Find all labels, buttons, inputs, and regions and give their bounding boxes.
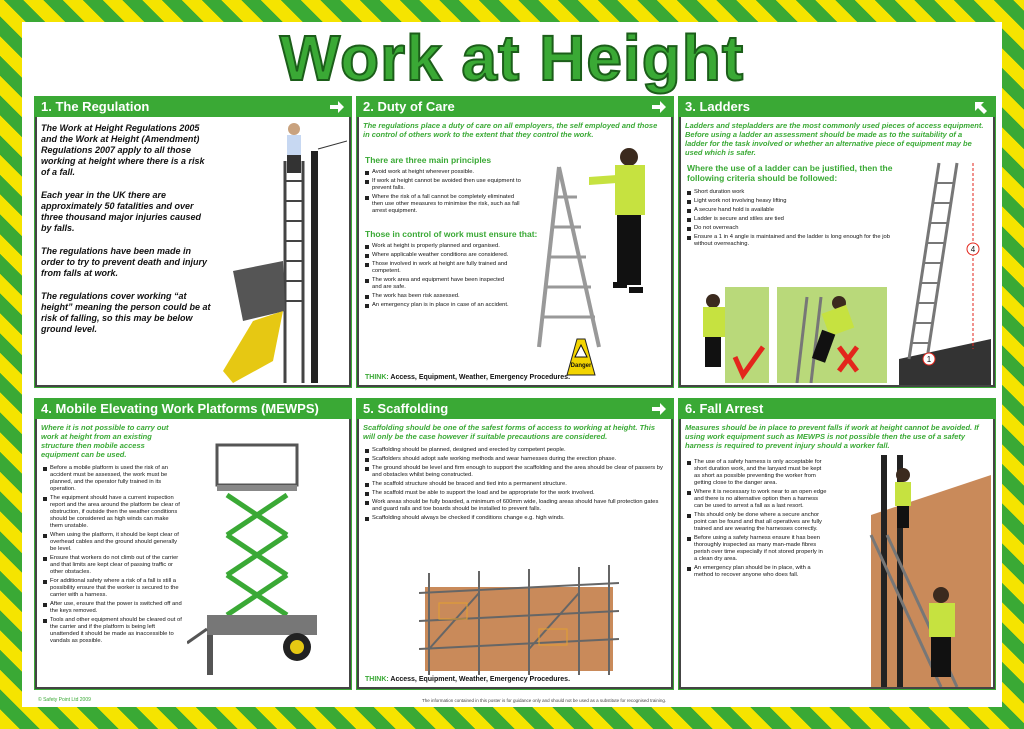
list-item: Where the risk of a fall cannot be completely eliminated then use other measures to minimise the risk, such as fall arrest equipment. (365, 194, 525, 215)
panel-heading: 4. Mobile Elevating Work Platforms (MEWPS) (41, 401, 319, 416)
fall-arrest-list (687, 459, 827, 581)
arrow-right-icon (329, 100, 345, 114)
list-item: The use of a safety harness is only acceptable for short duration work, and the lanyard must be kept as short as possible preventing the worker from getting close to the danger area. (687, 459, 827, 487)
pole-ladder-illustration (213, 121, 347, 383)
list-item: Ladder is secure and stiles are tied (687, 216, 897, 223)
list-item: The ground should be level and firm enough to support the scaffolding and the area should be clear of passers by and obstacles whilst being constructed. (365, 465, 665, 479)
list-item: A secure hand hold is available (687, 207, 897, 214)
mewps-list (43, 465, 183, 647)
regulation-text (41, 123, 211, 347)
panel-body (679, 117, 995, 387)
panel-intro: Measures should be in place to prevent falls if work at height cannot be avoided. If using work equipment such as MEWPS is not possible then the use of a safety harness is required to prevent injury should a worker fall. (685, 423, 979, 450)
list-item: Do not overreach (687, 225, 897, 232)
harness-worker-illustration (831, 455, 991, 687)
list-item: The scaffold must be able to support the load and be appropriate for the work involved. (365, 490, 665, 497)
list-item: Where it is necessary to work near to an open edge and there is no alternative option then a harness can be used to arrest a fall as a last resort. (687, 489, 827, 510)
leaning-ladder-illustration (899, 159, 991, 385)
list-item: The work area and equipment have been inspected and are safe. (365, 277, 515, 291)
arrow-right-icon (651, 402, 667, 416)
panel-heading: 1. The Regulation (41, 99, 150, 114)
panel-intro: Scaffolding should be one of the safest forms of access to working at height. This will only be the case however if suitable precautions are considered. (363, 423, 655, 441)
think-text: Access, Equipment, Weather, Emergency Procedures. (390, 676, 571, 683)
list-item: Ensure a 1 in 4 angle is maintained and the ladder is long enough for the job without overreaching. (687, 234, 897, 248)
panel-duty-of-care (356, 96, 674, 388)
page-title: Work at Height (279, 22, 745, 94)
list-item: This should only be done where a secure anchor point can be found and that all operatives are fully trained and are wearing the harnesses correctly. (687, 512, 827, 533)
danger-sign-icon (563, 337, 599, 377)
think-line (365, 676, 570, 683)
arrow-up-left-icon (973, 100, 989, 114)
list-item: Avoid work at height wherever possible. (365, 169, 525, 176)
list-item: An emergency plan is in place in case of an accident. (365, 302, 515, 309)
panel-scaffolding (356, 398, 674, 690)
panel-body (35, 419, 351, 689)
panel-intro: The regulations place a duty of care on all employers, the self employed and those in control of others work to the extent that they control the work. (363, 121, 658, 139)
panel-body (35, 117, 351, 387)
panel-fall-arrest (678, 398, 996, 690)
panel-header (35, 97, 351, 117)
list-item: For additional safety where a risk of a fall is still a possibility ensure that the worker is secured to the carrier with a harness. (43, 578, 183, 599)
poster (22, 22, 1002, 707)
control-heading: Those in control of work must ensure that: (365, 229, 538, 239)
list-item: Before a mobile platform is used the risk of an accident must be assessed, the work must be planned, and the operator fully trained in its operation. (43, 465, 183, 493)
principles-heading: There are three main principles (365, 155, 492, 165)
think-line (365, 374, 570, 381)
panel-header (357, 97, 673, 117)
list-item: Work at height is properly planned and organised. (365, 243, 515, 250)
disclaimer-text: The information contained in this poster is for guidance only and should not be used as a substitute for recognised training. (422, 698, 667, 703)
panel-intro: Ladders and stepladders are the most commonly used pieces of access equipment. Before using a ladder an assessment should be made as to the suitability of a ladder for the task involved or whether an alternative piece of equipment may be used which is safer. (685, 121, 984, 157)
regulation-paragraph: Each year in the UK there are approximately 50 fatalities and over three thousand major injuries caused by falls. (41, 190, 202, 233)
think-label: THINK: (365, 374, 389, 381)
list-item: If work at height cannot be avoided then use equipment to prevent falls. (365, 178, 525, 192)
list-item: Those involved in work at height are fully trained and competent. (365, 261, 515, 275)
correct-ladder-use-illustration (685, 287, 769, 383)
panel-heading: 5. Scaffolding (363, 401, 449, 416)
regulation-paragraph: The Work at Height Regulations 2005 and the Work at Height (Amendment) Regulations 2007 apply to all those working at height where there is a risk of a fall. (41, 123, 205, 177)
list-item: When using the platform, it should be kept clear of overhead cables and the ground should generally be level. (43, 532, 183, 553)
list-item: Work areas should be fully boarded, a minimum of 600mm wide, loading areas should have full protection gates and guard rails and toe boards should be installed to prevent falls. (365, 499, 665, 513)
list-item: The equipment should have a current inspection report and the area around the platform be clear of obstruction, if outside then the weather conditions should be considered as high winds can make them unstable. (43, 495, 183, 530)
panel-heading: 2. Duty of Care (363, 99, 455, 114)
panel-heading: 6. Fall Arrest (685, 401, 764, 416)
list-item: After use, ensure that the power is switched off and the keys removed. (43, 601, 183, 615)
panel-header (679, 97, 995, 117)
ratio-label-horizontal: 1 (926, 355, 932, 364)
panel-header (35, 399, 351, 419)
list-item: Where applicable weather conditions are considered. (365, 252, 515, 259)
think-text: Access, Equipment, Weather, Emergency Procedures. (390, 374, 571, 381)
panel-ladders (678, 96, 996, 388)
panel-heading: 3. Ladders (685, 99, 751, 114)
panel-regulation (34, 96, 352, 388)
list-item: Before using a safety harness ensure it has been thoroughly inspected as many man-made fibres perish over time especially if not stored properly in a clean dry area. (687, 535, 827, 563)
stepladder-illustration (529, 147, 669, 359)
scaffold-structure-illustration (419, 563, 619, 675)
criteria-heading: Where the use of a ladder can be justified, then the following criteria should be followed: (687, 163, 893, 183)
panel-intro: Where it is not possible to carry out work at height from an existing structure then mobile access equipment can be used. (41, 423, 169, 459)
panel-mewps (34, 398, 352, 690)
think-label: THINK: (365, 676, 389, 683)
list-item: An emergency plan should be in place, with a method to recover anyone who does fall. (687, 565, 827, 579)
list-item: Scaffolding should always be checked if conditions change e.g. high winds. (365, 515, 665, 522)
control-list (365, 243, 515, 311)
regulation-paragraph: The regulations cover working “at height” meaning the person could be at risk of falling, so this may be below ground level. (41, 291, 211, 334)
list-item: Short duration work (687, 189, 897, 196)
criteria-list (687, 189, 897, 250)
list-item: Ensure that workers do not climb out of the carrier and that limits are kept clear of passing traffic or other obstacles. (43, 555, 183, 576)
list-item: The scaffold structure should be braced and tied into a permanent structure. (365, 481, 665, 488)
principles-list (365, 169, 525, 217)
panel-body (357, 117, 673, 387)
arrow-right-icon (651, 100, 667, 114)
list-item: Scaffolders should adopt safe working methods and wear harnesses during the erection phase. (365, 456, 665, 463)
panel-body (357, 419, 673, 689)
list-item: Light work not involving heavy lifting (687, 198, 897, 205)
scissor-lift-illustration (187, 439, 347, 687)
list-item: The work has been risk assessed. (365, 293, 515, 300)
overreaching-illustration (777, 287, 887, 383)
ratio-label-vertical: 4 (970, 245, 976, 254)
list-item: Scaffolding should be planned, designed and erected by competent people. (365, 447, 665, 454)
panel-body (679, 419, 995, 689)
regulation-paragraph: The regulations have been made in order to try to prevent death and injury from falls at work. (41, 246, 208, 278)
copyright-text: © Safety Point Ltd 2009 (38, 697, 91, 703)
panel-header (679, 399, 995, 419)
danger-sign-text: Danger (570, 363, 592, 369)
scaffolding-list (365, 447, 665, 524)
panel-header (357, 399, 673, 419)
list-item: Tools and other equipment should be cleared out of the carrier and if the platform is being left unattended it should be made as inaccessible to vandals as possible. (43, 617, 183, 645)
